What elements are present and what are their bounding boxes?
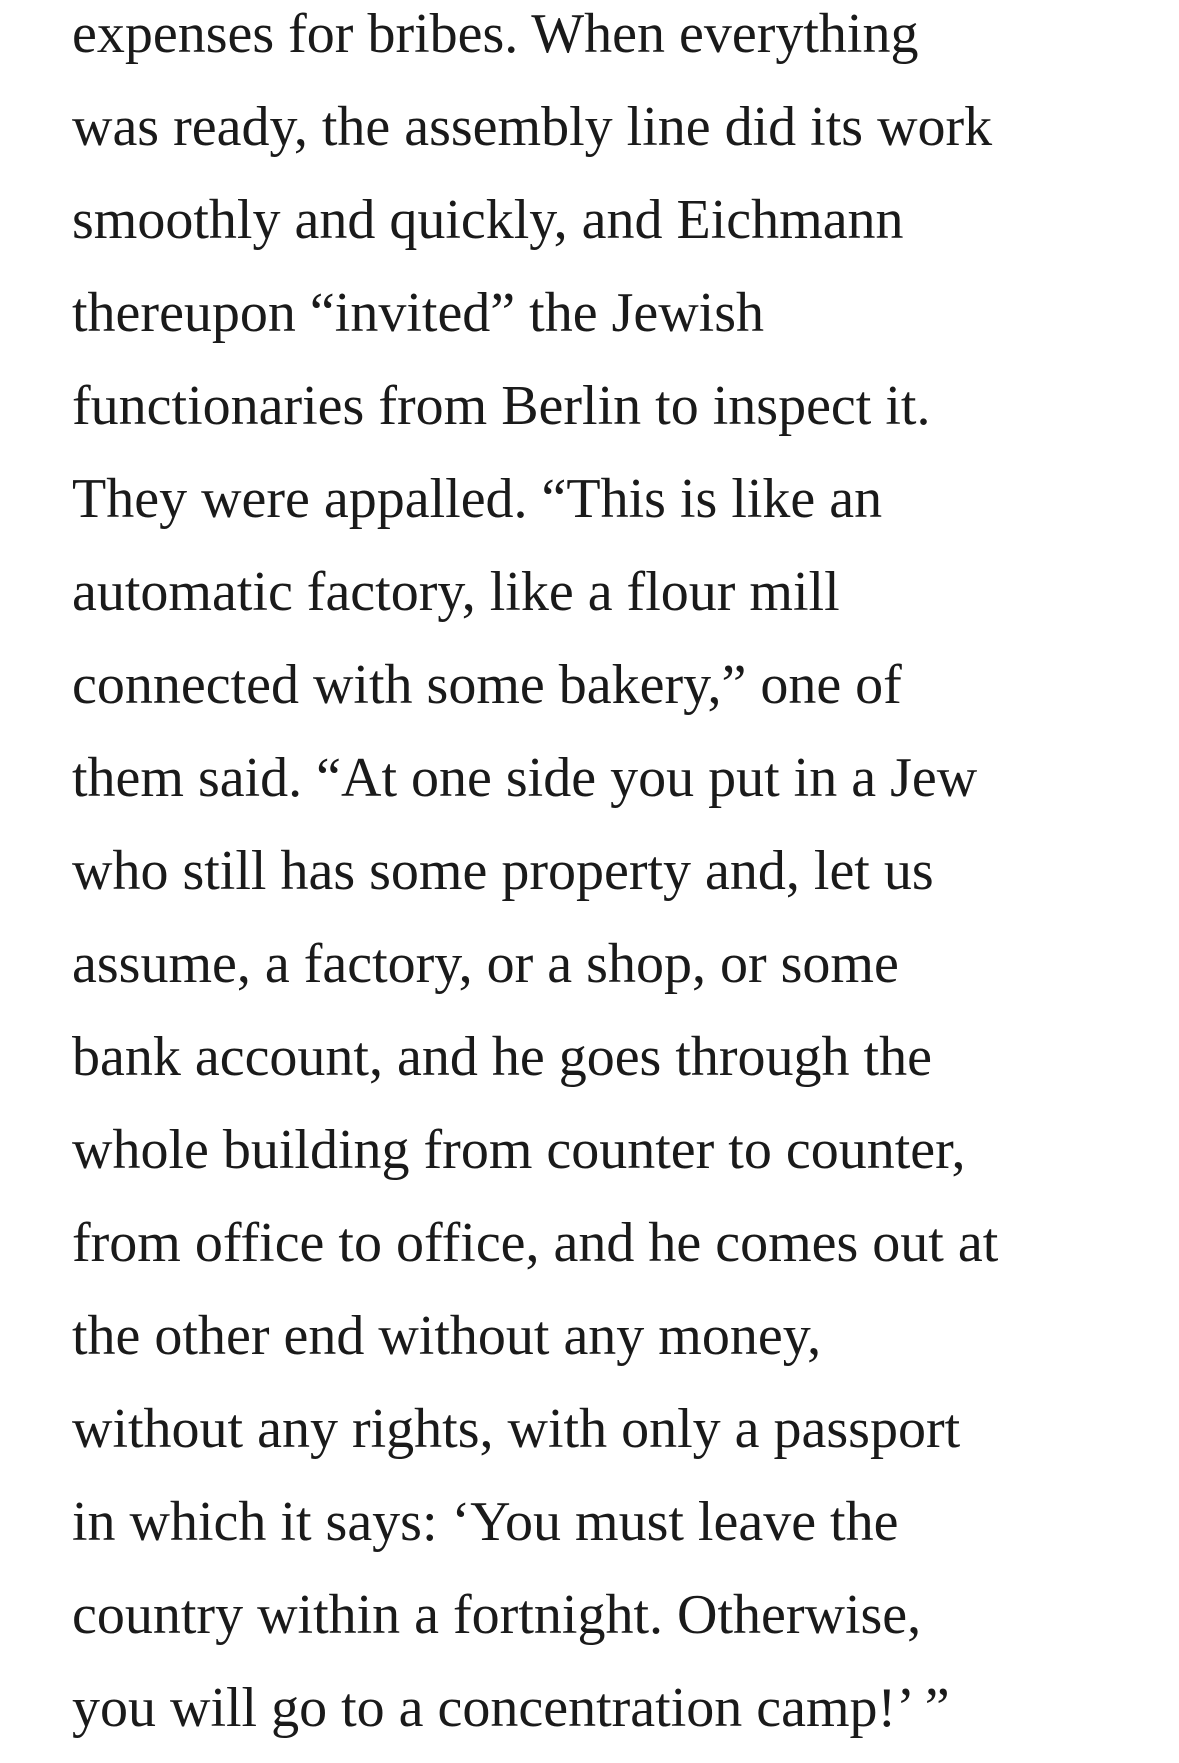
text-line: you will go to a concentration camp!’ ” (72, 1677, 950, 1739)
text-line: smoothly and quickly, and Eichmann (72, 189, 904, 251)
text-line: connected with some bakery,” one of (72, 654, 902, 716)
text-line: who still has some property and, let us (72, 840, 934, 902)
book-passage (72, 0, 1152, 1755)
text-line: them said. “At one side you put in a Jew (72, 747, 978, 809)
text-line: bank account, and he goes through the (72, 1026, 932, 1088)
text-line: was ready, the assembly line did its work (72, 96, 993, 158)
text-line: They were appalled. “This is like an (72, 468, 883, 530)
text-line: from office to office, and he comes out at (72, 1212, 999, 1274)
text-line: functionaries from Berlin to inspect it. (72, 375, 931, 437)
text-line: country within a fortnight. Otherwise, (72, 1584, 922, 1646)
text-line: assume, a factory, or a shop, or some (72, 933, 899, 995)
text-line: thereupon “invited” the Jewish (72, 282, 765, 344)
text-line: automatic factory, like a flour mill (72, 561, 840, 623)
text-line: without any rights, with only a passport (72, 1398, 961, 1460)
text-line: whole building from counter to counter, (72, 1119, 966, 1181)
text-line: expenses for bribes. When everything (72, 3, 919, 65)
text-line: in which it says: ‘You must leave the (72, 1491, 899, 1553)
text-line: the other end without any money, (72, 1305, 822, 1367)
